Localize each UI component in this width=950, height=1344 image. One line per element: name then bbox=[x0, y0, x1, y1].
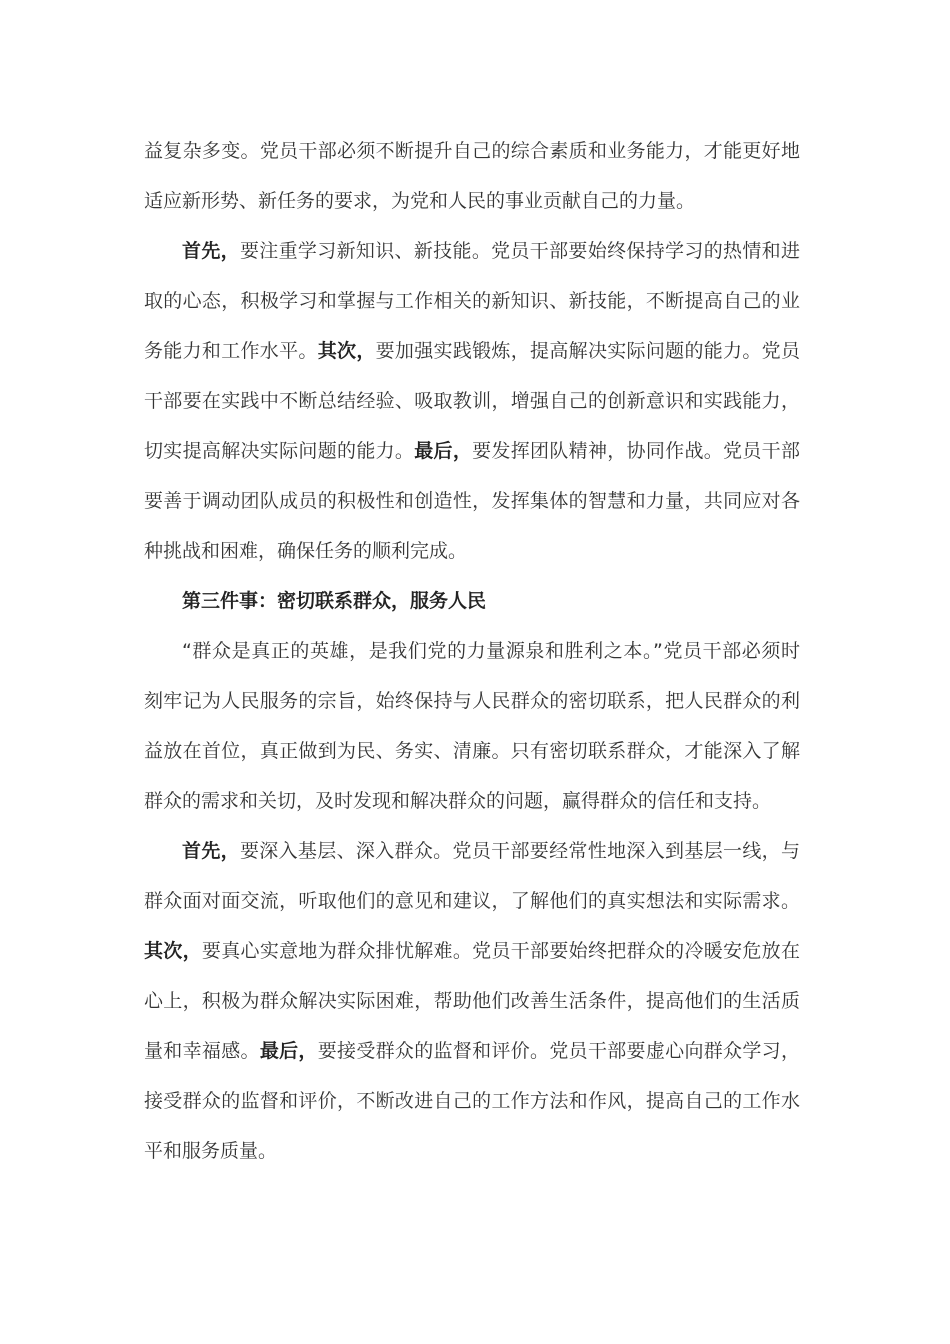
paragraph-serve-people bbox=[144, 826, 800, 1176]
paragraph-continuation bbox=[144, 126, 800, 226]
emphasis-first: 首先， bbox=[182, 240, 240, 262]
emphasis-last: 最后， bbox=[259, 1040, 318, 1062]
emphasis-last: 最后， bbox=[414, 440, 473, 462]
emphasis-second: 其次， bbox=[144, 940, 202, 962]
paragraph-masses-quote bbox=[144, 626, 800, 826]
document-body bbox=[144, 126, 800, 1176]
emphasis-first: 首先， bbox=[182, 840, 240, 862]
paragraph-text: 要接受群众的监督和评价。党员干部要虚心向群众学习，接受群众的监督和评价，不断改进自己的工作方法和作风，提高自己的工作水平和服务质量。 bbox=[144, 1040, 800, 1162]
paragraph-text: “群众是真正的英雄，是我们党的力量源泉和胜利之本。”党员干部必须时刻牢记为人民服务的宗旨，始终保持与人民群众的密切联系，把人民群众的利益放在首位，真正做到为民、务实、清廉。只有密切联系群众，才能深入了解群众的需求和关切，及时发现和解决群众的问题，赢得群众的信任和支持。 bbox=[144, 640, 800, 812]
section-heading: 第三件事：密切联系群众，服务人民 bbox=[182, 590, 487, 612]
paragraph-text: 要注重学习新知识、新技能。党员干部要始终保持学习的热情和进取的心态，积极学习和掌握与工作相关的新知识、新技能，不断提高自己的业务能力和工作水平。 bbox=[144, 240, 800, 362]
paragraph-text: 益复杂多变。党员干部必须不断提升自己的综合素质和业务能力，才能更好地适应新形势、新任务的要求，为党和人民的事业贡献自己的力量。 bbox=[144, 140, 800, 212]
paragraph-text: 要真心实意地为群众排忧解难。党员干部要始终把群众的冷暖安危放在心上，积极为群众解决实际困难，帮助他们改善生活条件，提高他们的生活质量和幸福感。 bbox=[144, 940, 800, 1062]
paragraph-text: 要加强实践锻炼，提高解决实际问题的能力。党员干部要在实践中不断总结经验、吸取教训，增强自己的创新意识和实践能力，切实提高解决实际问题的能力。 bbox=[144, 340, 800, 462]
emphasis-second: 其次， bbox=[317, 340, 376, 362]
paragraph-text: 要发挥团队精神，协同作战。党员干部要善于调动团队成员的积极性和创造性，发挥集体的智慧和力量，共同应对各种挑战和困难，确保任务的顺利完成。 bbox=[144, 440, 800, 562]
paragraph-professional-ability bbox=[144, 226, 800, 576]
paragraph-text: 要深入基层、深入群众。党员干部要经常性地深入到基层一线，与群众面对面交流，听取他们的意见和建议，了解他们的真实想法和实际需求。 bbox=[144, 840, 800, 912]
